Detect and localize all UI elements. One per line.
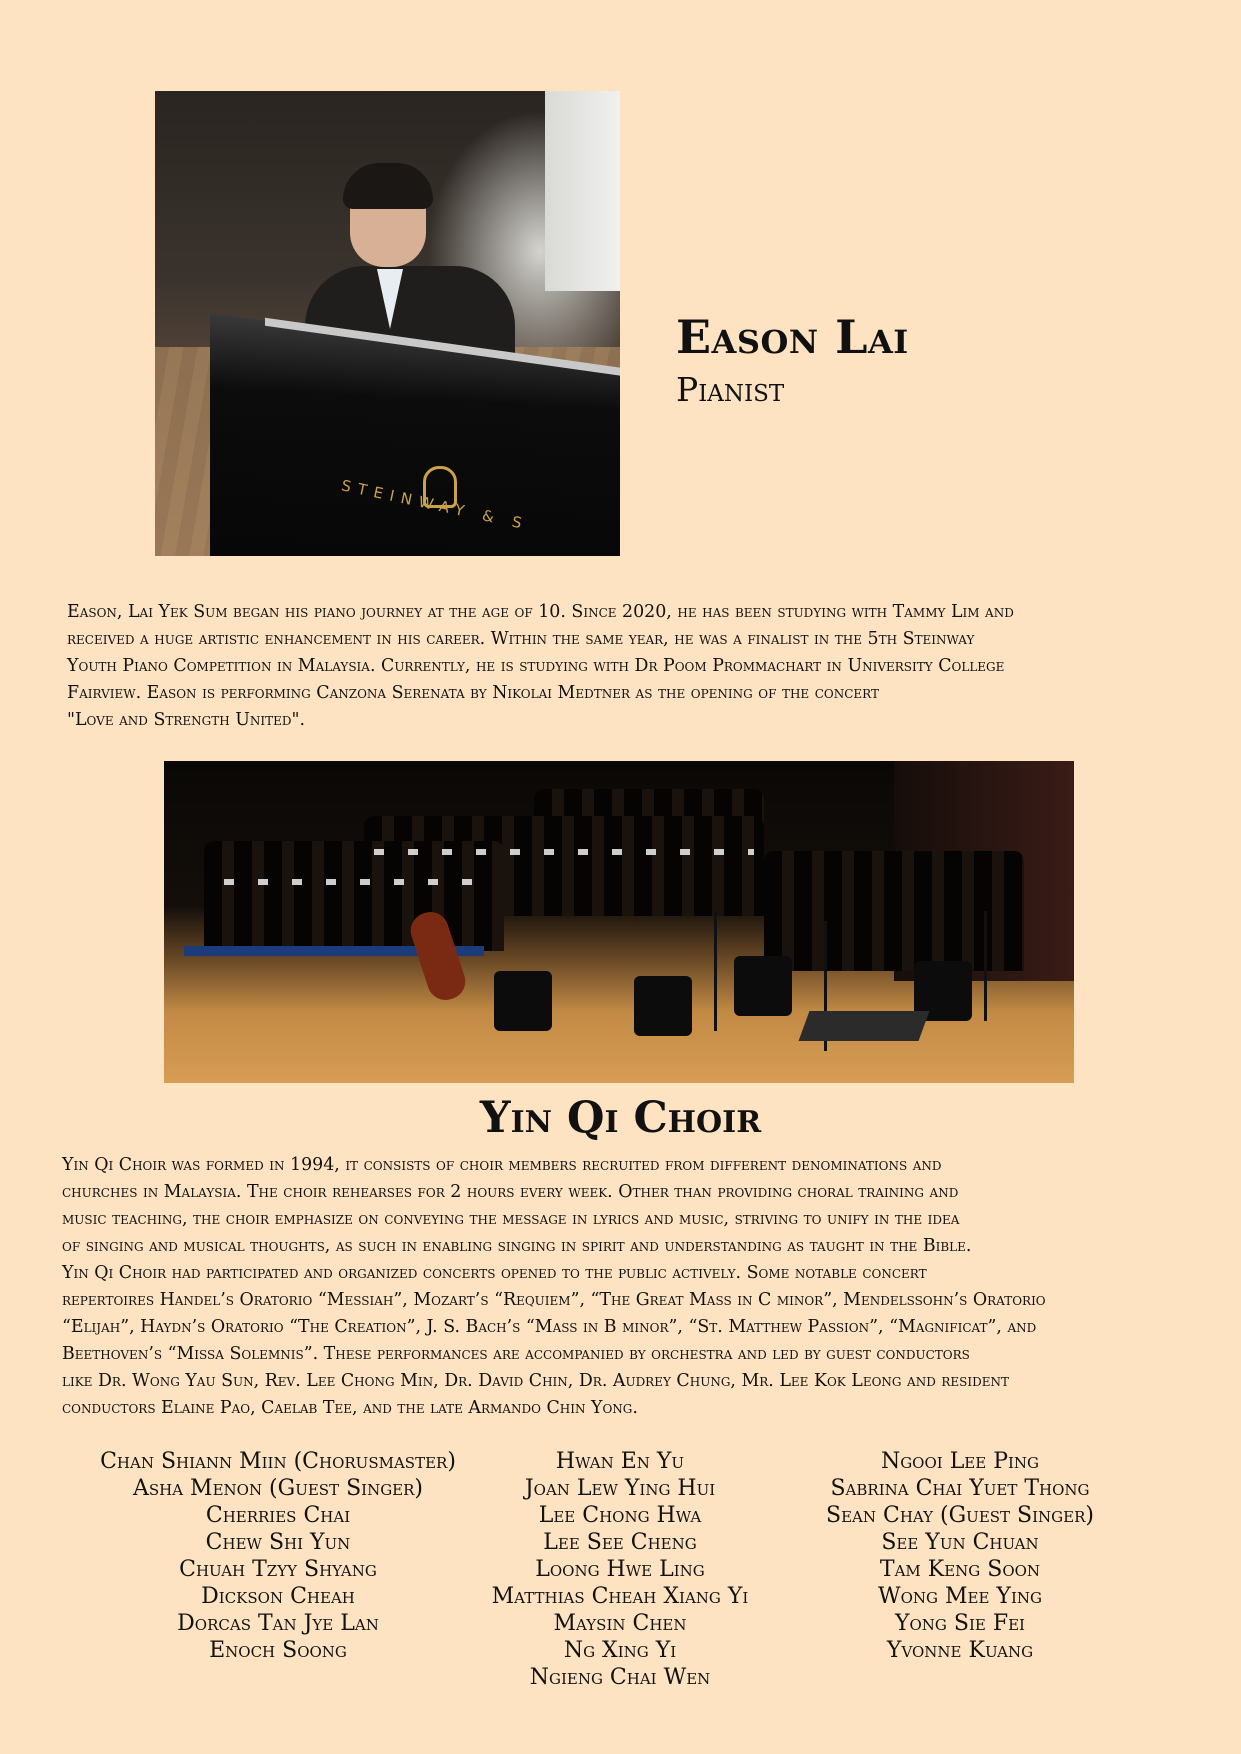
- pianist-bio-line: Fairview. Eason is performing Canzona Serenata by Nikolai Medtner as the opening of the concert: [67, 683, 879, 703]
- orchestra-chair: [494, 971, 552, 1031]
- choir-description-line: conductors Elaine Pao, Caelab Tee, and the late Armando Chin Yong.: [62, 1398, 638, 1418]
- choir-description-line: like Dr. Wong Yau Sun, Rev. Lee Chong Min, Dr. David Chin, Dr. Audrey Chung, Mr. Lee Kok Leong and resident: [62, 1371, 1009, 1391]
- member-name: Joan Lew Ying Hui: [524, 1476, 716, 1501]
- conductor-podium: [799, 1011, 930, 1041]
- member-name: Cherries Chai: [205, 1503, 351, 1528]
- member-name: Maysin Chen: [553, 1611, 687, 1636]
- member-name: Asha Menon (Guest Singer): [132, 1476, 424, 1501]
- member-name: Ng Xing Yi: [563, 1638, 677, 1663]
- pianist-bio-line: Eason, Lai Yek Sum began his piano journey at the age of 10. Since 2020, he has been studying with Tammy Lim and: [67, 602, 1014, 622]
- member-name: See Yun Chuan: [881, 1530, 1039, 1555]
- pianist-bio-line: Youth Piano Competition in Malaysia. Currently, he is studying with Dr Poom Prommachart in University College: [67, 656, 1005, 676]
- member-name: Chuah Tzyy Shyang: [179, 1557, 377, 1582]
- member-name: Lee Chong Hwa: [538, 1503, 702, 1528]
- music-stand: [984, 911, 987, 1021]
- member-name: Lee See Cheng: [543, 1530, 697, 1555]
- member-name: Chan Shiann Miin (Chorusmaster): [100, 1449, 456, 1474]
- choir-description-line: Yin Qi Choir had participated and organized concerts opened to the public actively. Some notable concert: [62, 1263, 927, 1283]
- orchestra-chair: [634, 976, 692, 1036]
- choir-description-line: repertoires Handel’s Oratorio “Messiah”, Mozart’s “Requiem”, “The Great Mass in C minor”, Mendelssohn’s Oratorio: [62, 1290, 1046, 1310]
- pianist-figure-hair: [343, 163, 433, 209]
- choir-description: [62, 1152, 1212, 1422]
- choir-description-line: Beethoven’s “Missa Solemnis”. These performances are accompanied by orchestra and led by guest conductors: [62, 1344, 970, 1364]
- choir-description-line: music teaching, the choir emphasize on conveying the message in lyrics and music, striving to unify in the idea: [62, 1209, 960, 1229]
- member-name: Wong Mee Ying: [878, 1584, 1042, 1609]
- members-column-2: [450, 1448, 790, 1691]
- member-name: Loong Hwe Ling: [535, 1557, 705, 1582]
- choir-description-line: Yin Qi Choir was formed in 1994, it consists of choir members recruited from different denominations and: [62, 1155, 942, 1175]
- steinway-logo-text: STEINWAY & S: [339, 476, 531, 534]
- member-name: Enoch Soong: [209, 1638, 347, 1663]
- members-column-3: [790, 1448, 1130, 1664]
- choir-description-line: “Elijah”, Haydn’s Oratorio “The Creation”, J. S. Bach’s “Mass in B minor”, “St. Matthew Passion”, “Magnificat”, and: [62, 1317, 1037, 1337]
- member-name: Matthias Cheah Xiang Yi: [491, 1584, 749, 1609]
- choir-description-line: of singing and musical thoughts, as such in enabling singing in spirit and understanding as taught in the Bible.: [62, 1236, 972, 1256]
- pianist-bio-line: "Love and Strength United".: [67, 710, 306, 730]
- choir-photo: [164, 761, 1074, 1083]
- member-name: Yvonne Kuang: [886, 1638, 1034, 1663]
- member-name: Dorcas Tan Jye Lan: [177, 1611, 379, 1636]
- member-name: Dickson Cheah: [201, 1584, 355, 1609]
- member-name: Hwan En Yu: [555, 1449, 685, 1474]
- music-stand: [714, 911, 717, 1031]
- member-name: Sean Chay (Guest Singer): [826, 1503, 1094, 1528]
- member-name: Ngooi Lee Ping: [880, 1449, 1040, 1474]
- choir-front-row: [204, 841, 504, 951]
- pianist-name: Eason Lai: [676, 310, 909, 364]
- choir-music-folders: [374, 849, 754, 855]
- choir-description-line: churches in Malaysia. The choir rehearses for 2 hours every week. Other than providing choral training and: [62, 1182, 959, 1202]
- pianist-photo: [155, 91, 620, 556]
- member-name: Sabrina Chai Yuet Thong: [830, 1476, 1090, 1501]
- member-name: Ngieng Chai Wen: [529, 1665, 711, 1690]
- member-name: Yong Sie Fei: [894, 1611, 1025, 1636]
- orchestra-chair: [734, 956, 792, 1016]
- pianist-bio: [67, 599, 1207, 734]
- members-column-1: [58, 1448, 498, 1664]
- member-name: Tam Keng Soon: [879, 1557, 1041, 1582]
- choir-title: Yin Qi Choir: [479, 1093, 762, 1143]
- choir-music-folders: [224, 879, 484, 885]
- member-name: Chew Shi Yun: [205, 1530, 351, 1555]
- pianist-role: Pianist: [676, 370, 785, 409]
- photo-window-light: [545, 91, 620, 291]
- pianist-bio-line: received a huge artistic enhancement in his career. Within the same year, he was a finalist in the 5th Steinway: [67, 629, 975, 649]
